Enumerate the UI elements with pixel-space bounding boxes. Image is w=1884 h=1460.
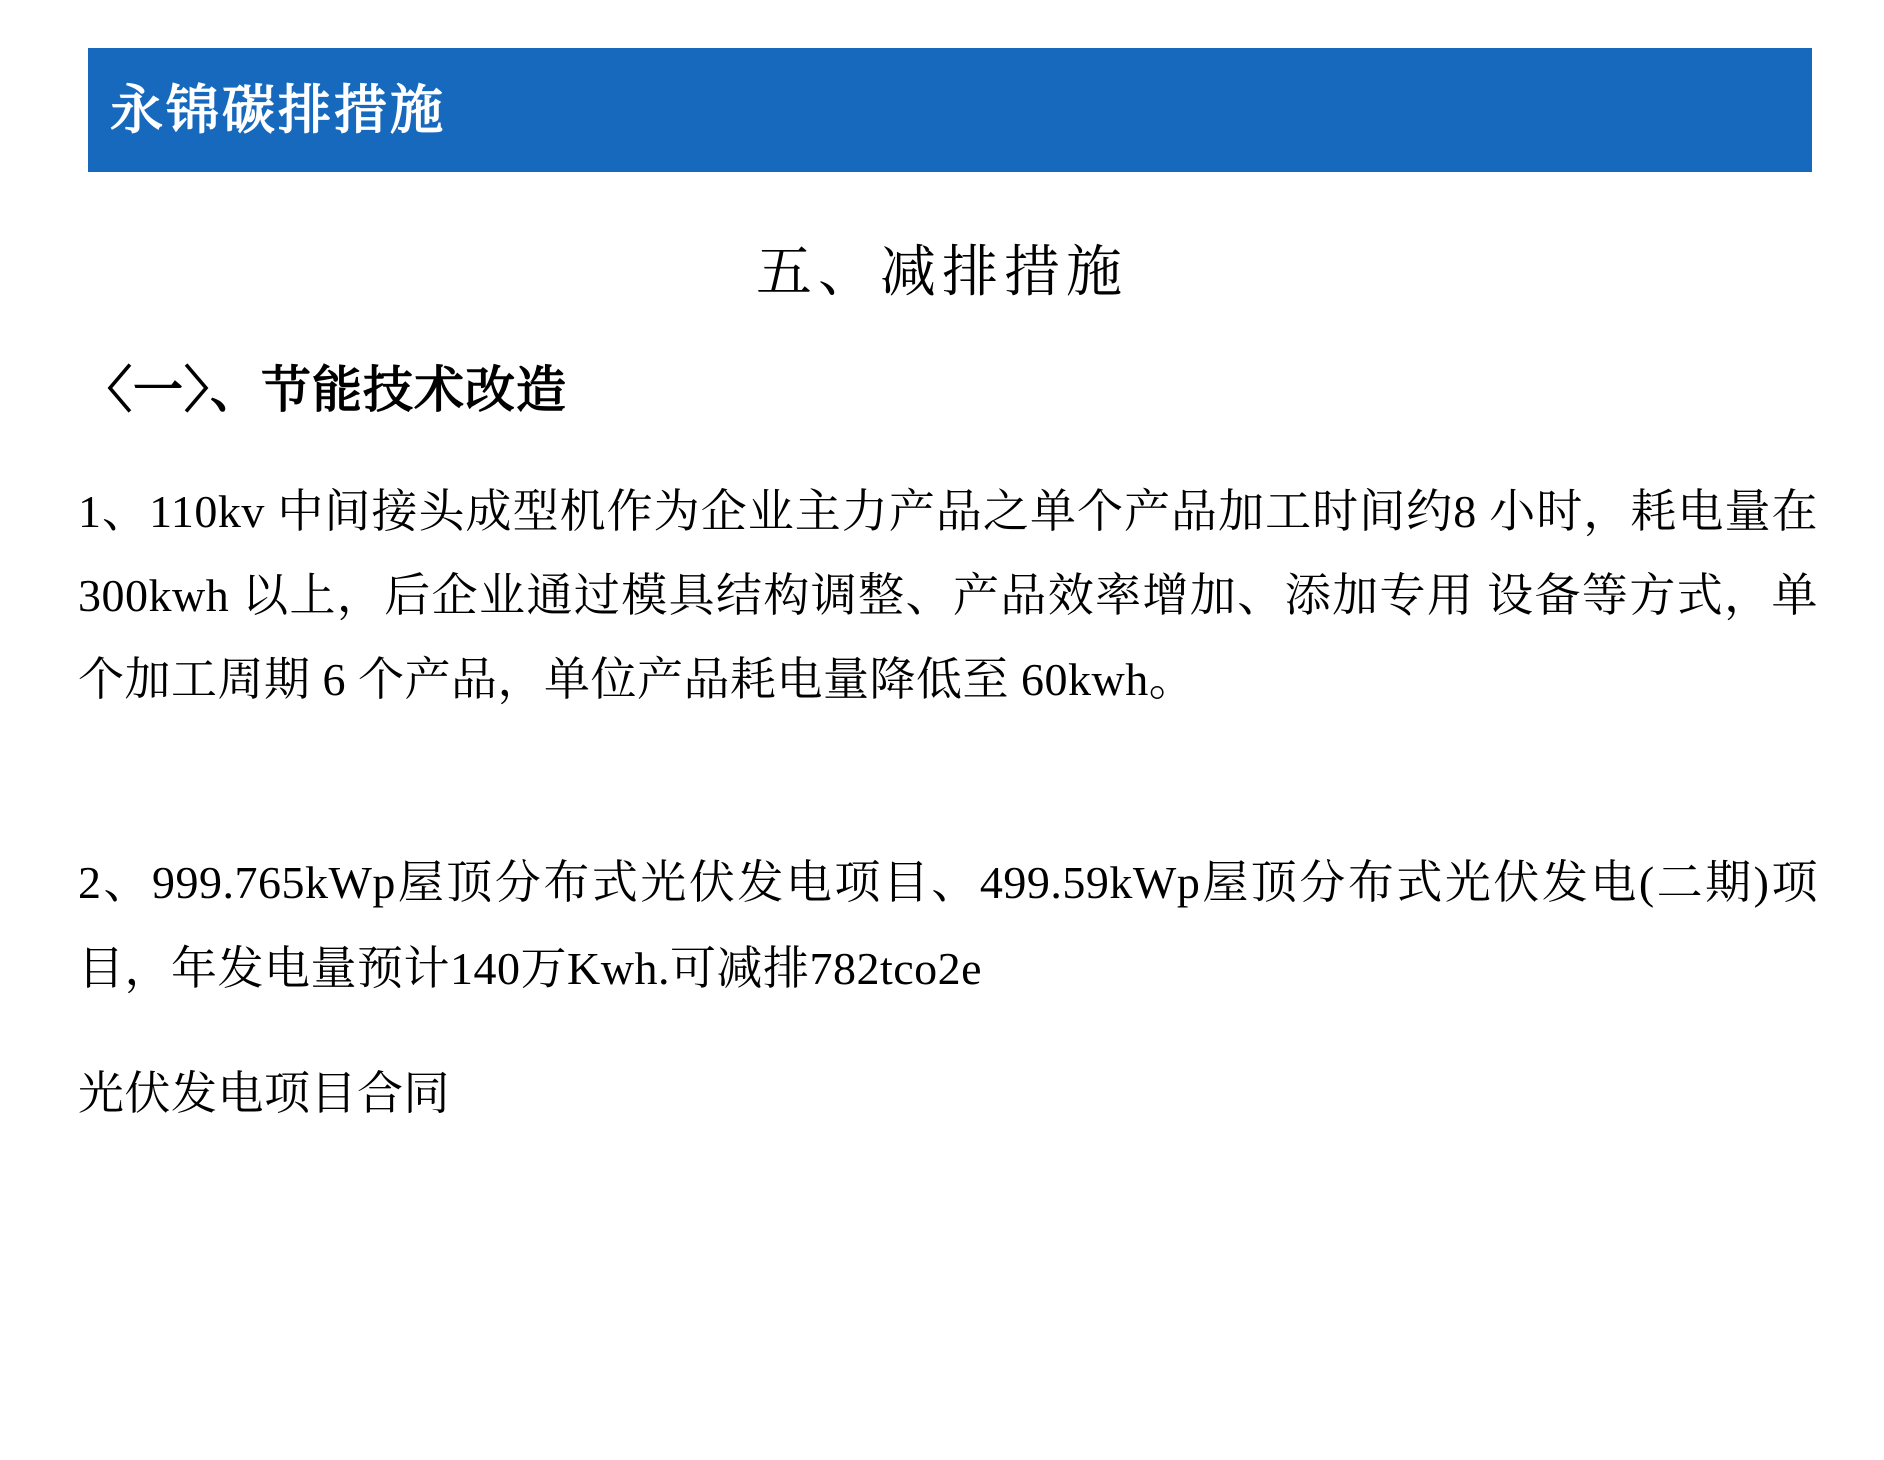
body-paragraph-2: 2、999.765kWp屋顶分布式光伏发电项目、499.59kWp屋顶分布式光伏发电(二期)项目，年发电量预计140万Kwh.可减排782tco2e [78,857,1818,994]
section-heading: 五、减排措施 [756,242,1128,304]
slide-title: 永锦碳排措施 [110,79,446,141]
title-banner [88,48,1812,172]
sub-heading: 〈一〉、节能技术改造 [82,361,567,419]
body-paragraph-3: 光伏发电项目合同 [78,1068,450,1119]
body-paragraph-1: 1、110kv 中间接头成型机作为企业主力产品之单个产品加工时间约8 小时，耗电量在300kwh 以上，后企业通过模具结构调整、产品效率增加、添加专用 设备等方式，单个加工周期 6 个产品，单位产品耗电量降低至 60kwh。 [78,486,1818,705]
